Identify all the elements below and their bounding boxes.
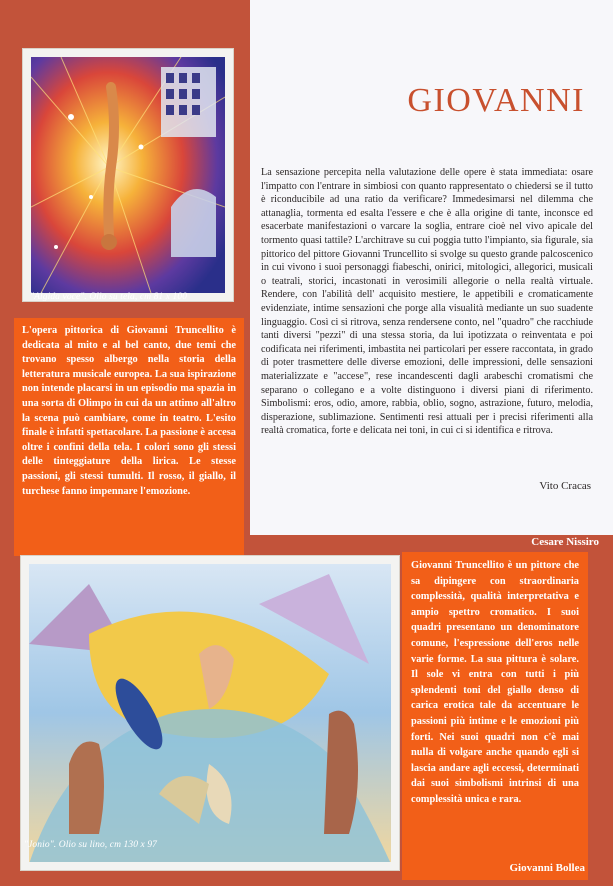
review-right-text: Giovanni Truncellito è un pittore che sa dipingere con straordinaria complessità, qualità interpretativa e ampio spettro cromatico. I suoi quadri presentano un denominatore comune, l'espressione dell'eros nelle varie forme. La sua pittura è solare. Il sole vi entra con tutti i più splendenti toni del giallo denso di carica erotica tale da accentuare le passioni più intime e le emozioni più forti. Nei suoi quadri non c'è mai nulla di volgare anche quando egli si lascia andare agli eccessi, determinati dai suoi simbolismi intrinsi di una complessità unica e rara. (411, 560, 579, 805)
review-right-author: Giovanni Bollea (509, 862, 585, 874)
caption-jonio: "Jonio". Olio su lino, cm 130 x 97 (24, 840, 158, 850)
review-box-left (14, 318, 244, 556)
caption-algida-voce: "Algida voce". Olio su tela, cm 81 x 100 (30, 292, 188, 302)
main-review-text: La sensazione percepita nella valutazione delle opere è stata immediata: osare l'impatto con l'entrare in simbiosi con quanto rappresentato o chiedersi se il tutto è riconducibile ad una ratio da verificare? Immedesimarsi nel dilemma che attanaglia, tormenta ed esalta l'essere e che è alla origine di tante, inconsce ed esacerbate manifestazioni o varcare la soglia, entrare cioè nel vivo apicale del tormento quasi tattile? L'architrave su cui poggia tutto l'impianto, sia figurale, sia pittorico del pittore Giovanni Truncellito si svolge su questo grande palcoscenico in cui vivono i suoi personaggi fiabeschi, onirici, mitologici, allegorici, musicali o teatrali, storici, incastonati in verosimili allegorie o nella realtà virtuale. Rendere, con l'abilità dell' acquisito mestiere, le appetibili e cromaticamente evidenziate, intime sensazioni che porge alla visualità mediante un suo suadente linguaggio. Così ci si ritrova, senza rendersene conto, nel "quadro" che racchiude tanti diversi "pezzi" di una stessa storia, da lui ipotizzata o reinventata e poi codificata nei riferimenti, imbastita nei particolari per essere raccontata, in grado di poter trasmettere delle diverse emozioni, delle impressioni, delle sensazioni materializzate e "accese", rese incandescenti dagli arabeschi cromatismi che separano o collegano e a volte distinguono i diversi piani di riferimento. Simbolismi: eros, odio, amore, rabbia, oblio, sogno, astrazione, futuro, melodia, disperazione, sublimazione. Sentimenti resi attuali per i precisi riferimenti alla realtà cromatica, forte e delicata nei toni, in cui ci si identifica e ritrova. (261, 167, 593, 437)
painting-algida-voce (31, 57, 225, 293)
painting-frame-algida-voce (22, 48, 234, 302)
main-review-author: Vito Cracas (539, 480, 591, 492)
page-title: GIOVANNI (407, 82, 585, 119)
review-left-author: Cesare Nissiro (531, 536, 599, 548)
review-left-text: L'opera pittorica di Giovanni Truncellito è dedicata al mito e al bel canto, due temi che trovano spesso albergo nella storia della letteratura musicale europea. La sua ispirazione non intende placarsi in un episodio ma spazia in una sorta di Olimpo in cui da un attimo all'altro la scena può cambiare, come in teatro. L'esito finale è infatti spettacolare. La passione è accesa oltre i confini della tela. I colori sono gli stessi delle tinteggiature della lirica. Le stesse passioni, gli stessi tumulti. Il rosso, il giallo, il turchese fanno impennare l'emozione. (22, 325, 236, 497)
painting-frame-jonio (20, 555, 400, 871)
painting-jonio (29, 564, 391, 862)
review-box-right (402, 552, 588, 880)
